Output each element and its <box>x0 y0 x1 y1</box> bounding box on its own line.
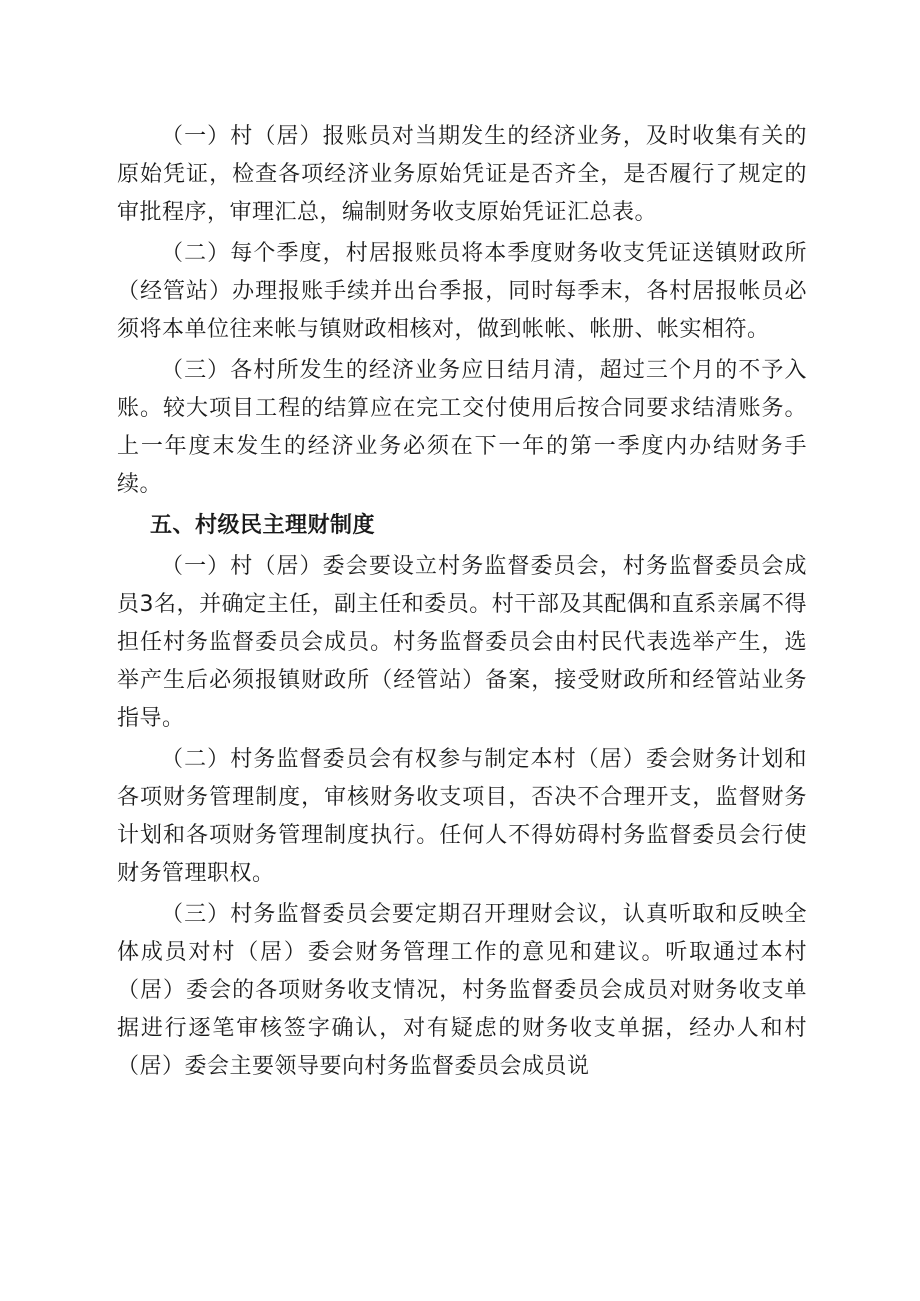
section-heading: 五、村级民主理财制度 <box>150 513 376 538</box>
document-body <box>117 118 807 1086</box>
paragraph-1: （一）村（居）报账员对当期发生的经济业务，及时收集有关的原始凭证，检查各项经济业务原始凭证是否齐全，是否履行了规定的审批程序，审理汇总，编制财务收支原始凭证汇总表。 <box>117 124 807 225</box>
paragraph-2: （二）每个季度，村居报账员将本季度财务收支凭证送镇财政所（经管站）办理报账手续并出台季报，同时每季末，各村居报帐员必须将本单位往来帐与镇财政相核对，做到帐帐、帐册、帐实相符。 <box>117 241 807 342</box>
paragraph-4: （一）村（居）委会要设立村务监督委员会，村务监督委员会成员3名，并确定主任，副主任和委员。村干部及其配偶和直系亲属不得担任村务监督委员会成员。村务监督委员会由村民代表选举产生，选举产生后必须报镇财政所（经管站）备案，接受财政所和经管站业务指导。 <box>117 554 807 731</box>
paragraph-6: （三）村务监督委员会要定期召开理财会议，认真听取和反映全体成员对村（居）委会财务管理工作的意见和建议。听取通过本村（居）委会的各项财务收支情况，村务监督委员会成员对财务收支单据进行逐笔审核签字确认，对有疑虑的财务收支单据，经办人和村（居）委会主要领导要向村务监督委员会成员说 <box>117 902 807 1079</box>
paragraph-5: （二）村务监督委员会有权参与制定本村（居）委会财务计划和各项财务管理制度，审核财务收支项目，否决不合理开支，监督财务计划和各项财务管理制度执行。任何人不得妨碍村务监督委员会行使财务管理职权。 <box>117 747 807 886</box>
paragraph-3: （三）各村所发生的经济业务应日结月清，超过三个月的不予入账。较大项目工程的结算应在完工交付使用后按合同要求结清账务。上一年度末发生的经济业务必须在下一年的第一季度内办结财务手续。 <box>117 358 807 497</box>
